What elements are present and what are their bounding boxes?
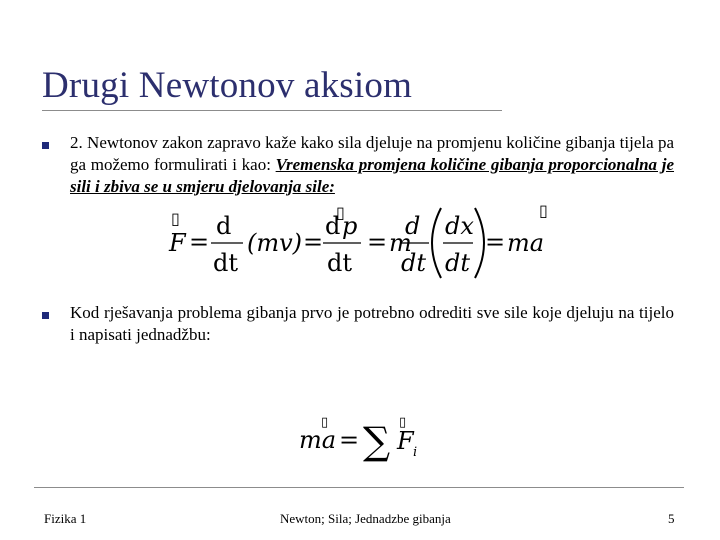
formula-2-vector-glyph-f: ▯ [399,415,407,430]
bullet-1-text: 2. Newtonov zakon zapravo kaže kako sila djeluje na promjenu količine gibanja tijela pa ga možemo formulirati i kao: [70,133,674,174]
formula-1-frac4-den: dt [445,249,471,277]
bullet-marker-square-icon [42,142,49,149]
bullet-paragraph-1 [70,132,674,198]
summation-icon: ∑ [363,419,391,463]
formula-1-eq-2: = [303,228,324,256]
formula-1-ma: ma [507,229,545,257]
formula-2-vector-glyph-a: ▯ [321,415,329,430]
formula-1-frac3-num: d [405,212,421,240]
formula-1-eq-4: = [485,228,506,256]
bullet-marker-square-icon [42,312,49,319]
right-paren [475,208,484,278]
footer-divider [34,487,684,488]
formula-1-vector-glyph-p: ▯ [336,204,345,222]
formula-sum-of-forces [295,412,435,464]
formula-1-eq-1: = [189,228,210,256]
formula-1-frac2-den: dt [327,249,353,277]
left-paren [432,208,441,278]
formula-1-m: m [389,229,412,257]
page-number: 5 [668,511,675,526]
formula-1-vector-glyph-a: ▯ [539,204,548,220]
bullet-1-emphasis: Vremenska promjena količine gibanja proporcionalna je sili i zbiva se u smjeru djelovanja sile: [70,155,675,196]
formula-1-vector-glyph-f: ▯ [171,209,180,228]
title-divider [42,110,502,111]
formula-1-frac4-num: dx [445,212,474,240]
formula-momentum-derivative [165,204,565,282]
bullet-paragraph-2: Kod rješavanja problema gibanja prvo je potrebno odrediti sve sile koje djeluju na tijelo i napisati jednadžbu: [70,303,674,344]
formula-1-F: F [169,229,186,257]
formula-1-frac1-den: dt [213,249,239,277]
formula-2-F: F [397,427,414,455]
formula-1-frac2-num-p: p [342,212,358,240]
formula-1-mv: (mv) [247,229,303,257]
slide-title: Drugi Newtonov aksiom [42,65,413,106]
formula-2-ma: ma [299,426,337,454]
formula-2-eq: = [339,426,360,454]
formula-2-subscript: i [413,445,418,460]
formula-1-eq-3: = [367,228,388,256]
footer-topic: Newton; Sila; Jednadzbe gibanja [280,511,451,526]
footer-course: Fizika 1 [44,511,87,526]
formula-1-frac3-den: dt [401,249,427,277]
formula-1-frac1-num: d [216,212,232,240]
formula-1-frac2-num-d: d [325,212,341,240]
